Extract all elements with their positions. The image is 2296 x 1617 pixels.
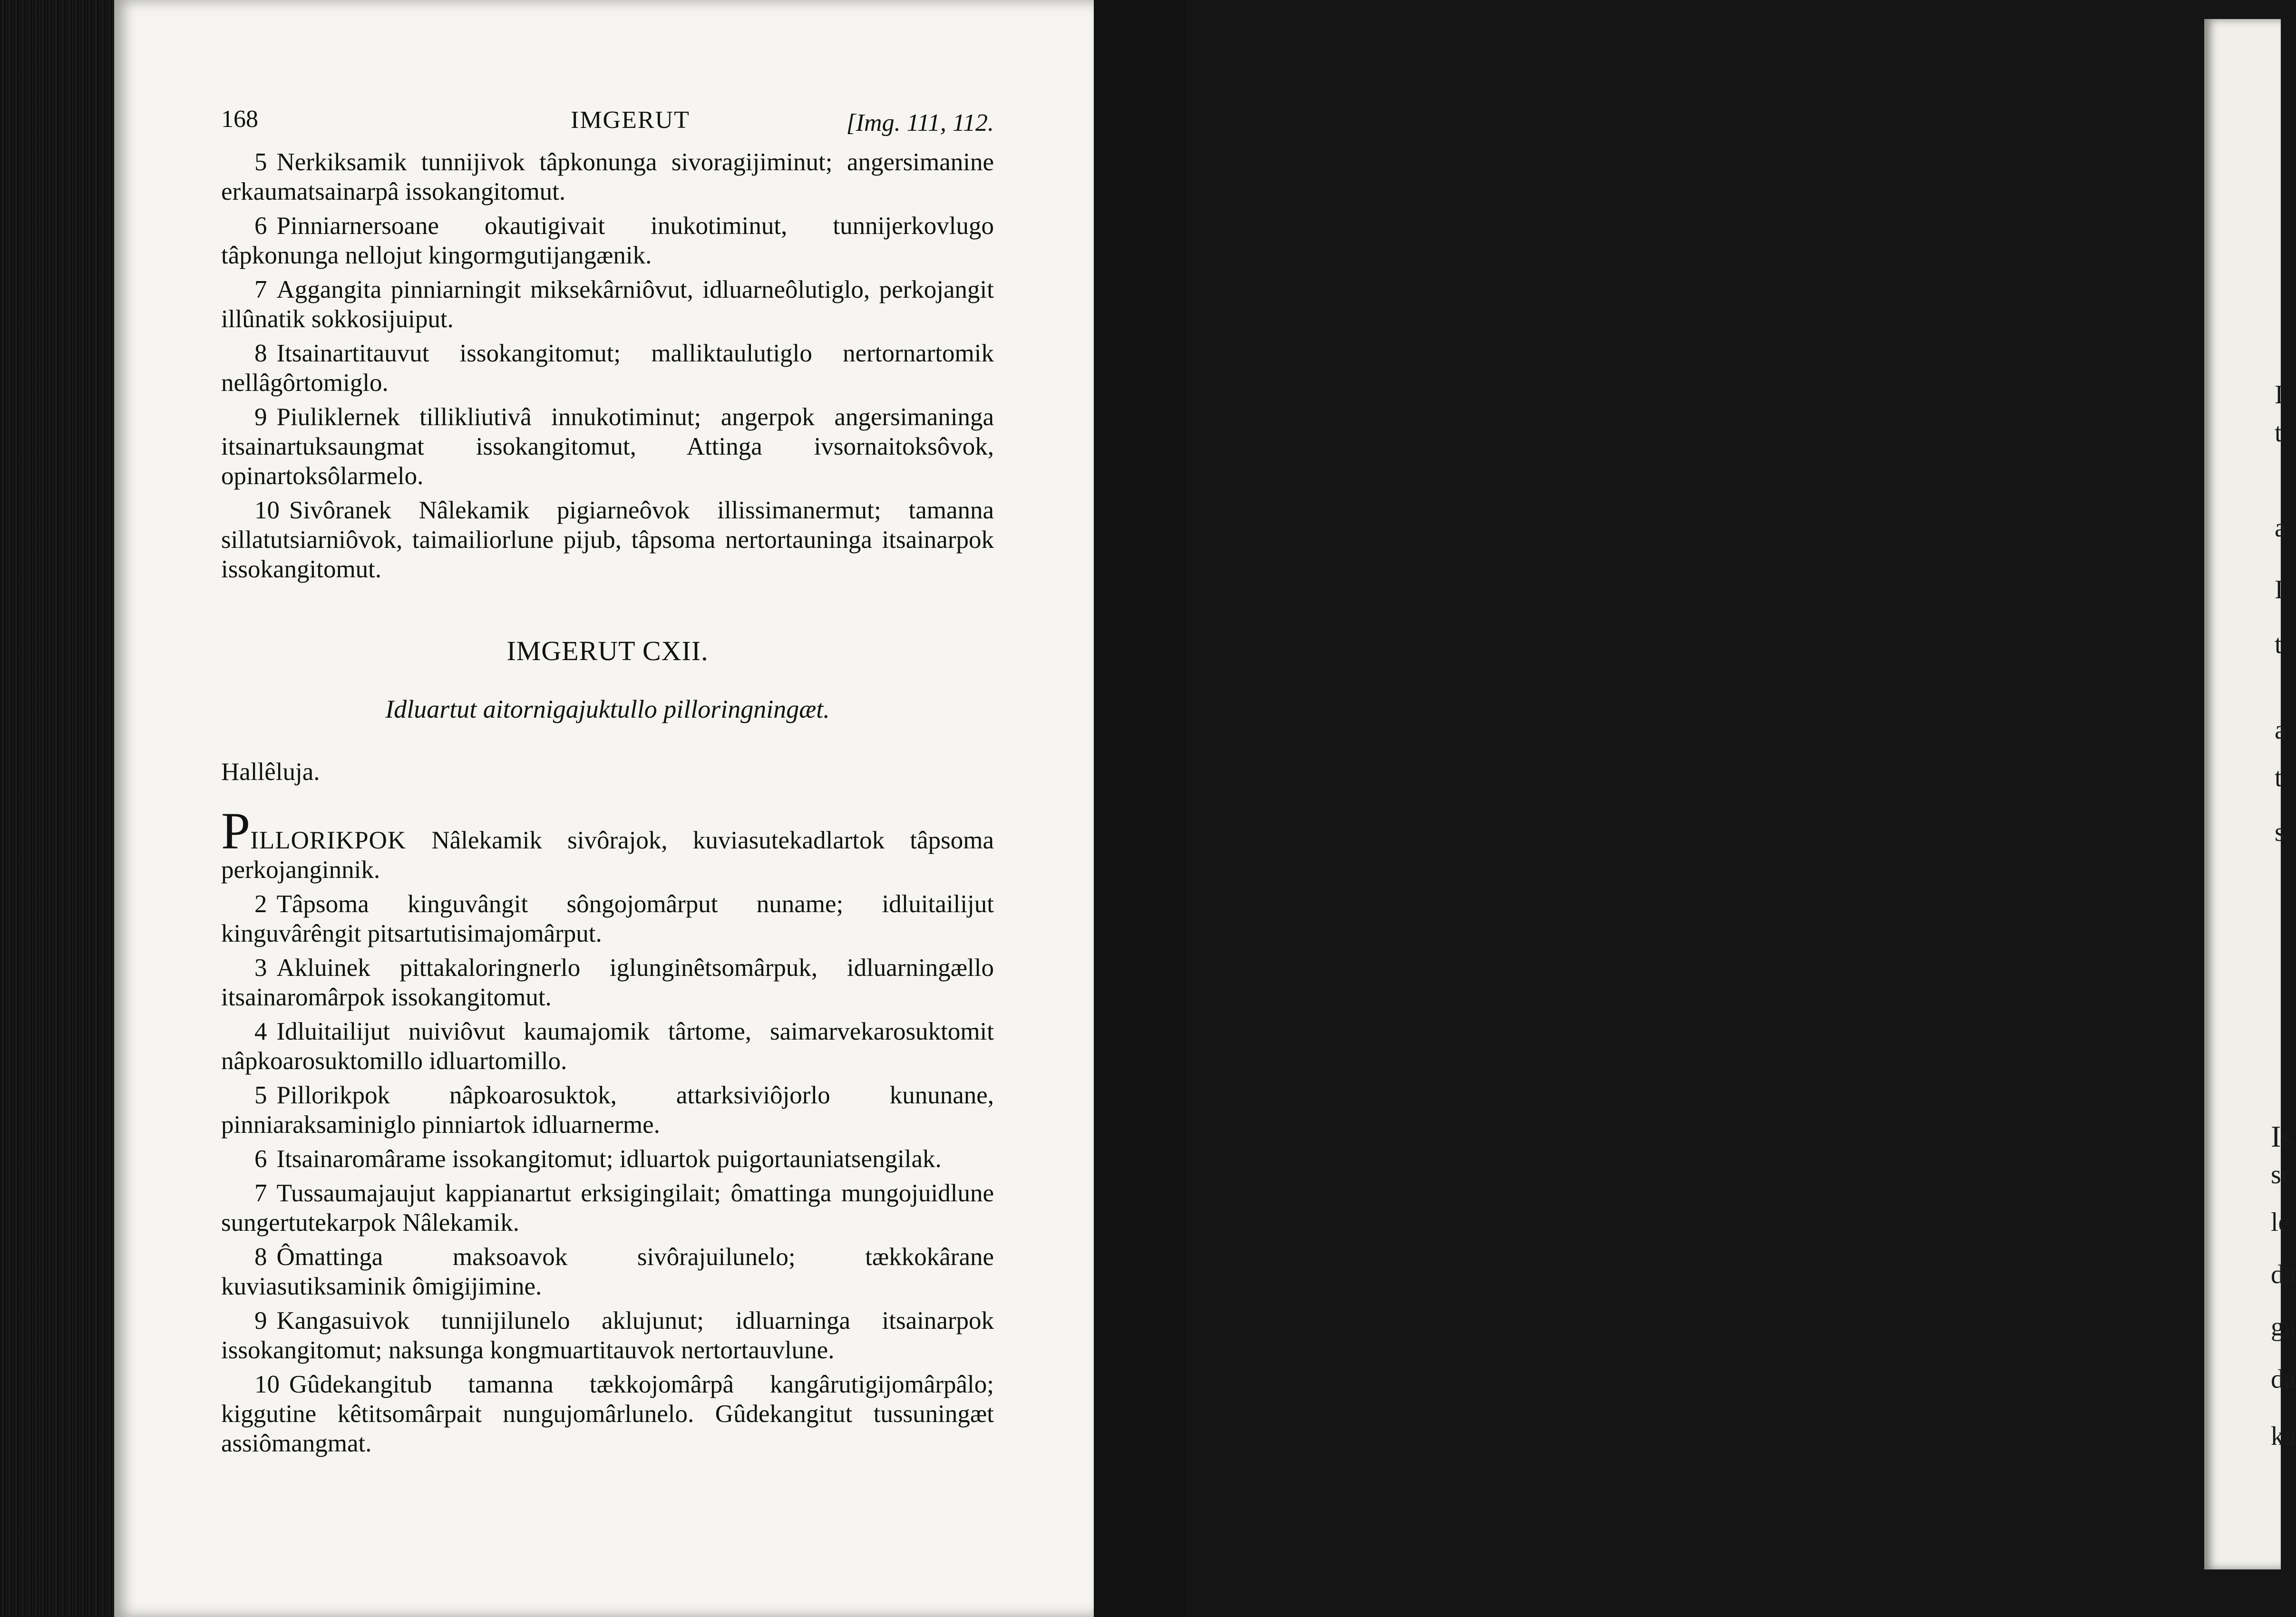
verse-text: Itsainartitauvut issokangitomut; malliktaulutiglo nertornartomik nellâgôrtomiglo. — [221, 340, 994, 397]
book-binding — [0, 0, 114, 1617]
verse-number: 9 — [254, 403, 267, 431]
verse — [221, 1306, 994, 1365]
verse — [221, 1144, 994, 1174]
verse-number: 9 — [254, 1307, 267, 1335]
verse-text: Nerkiksamik tunnijivok tâpkonunga sivoragijiminut; angersimanine erkaumatsainarpâ issokangitomut. — [221, 148, 994, 205]
verse-text: Akluinek pittakaloringnerlo iglunginêtsomârpuk, idluarningællo itsainaromârpok issokangitomut. — [221, 954, 994, 1011]
psalm-reference: [Img. 111, 112. — [846, 109, 994, 136]
facing-fragment: a — [2275, 513, 2286, 543]
verse — [221, 147, 994, 206]
verse — [221, 1179, 994, 1237]
verse — [221, 1017, 994, 1076]
verse-number: 7 — [254, 1179, 267, 1207]
verse-text: Ômattinga maksoavok sivôrajuilunelo; tækkokârane kuviasutiksaminik ômigijimine. — [221, 1243, 994, 1300]
verse — [221, 1242, 994, 1301]
verse — [221, 953, 994, 1012]
verse — [221, 496, 994, 584]
running-head — [221, 95, 994, 147]
verse-text: Itsainaromârame issokangitomut; idluartok puigortauniatsengilak. — [276, 1145, 942, 1173]
psalm-opener: Hallêluja. — [221, 758, 320, 786]
verse-text: Idluitailijut nuiviôvut kaumajomik târtome, saimarvekarosuktomit nâpkoarosuktomillo idluartomillo. — [221, 1018, 994, 1075]
verse-number: 8 — [254, 340, 267, 367]
facing-fragment: da — [2271, 1364, 2296, 1394]
verse — [221, 1370, 994, 1458]
verse-text: Pillorikpok nâpkoarosuktok, attarksiviôjorlo kununane, pinniaraksaminiglo pinniartok idluarnerme. — [221, 1081, 994, 1139]
first-word-caps: ILLORIKPOK — [250, 827, 407, 854]
verse-number: 5 — [254, 1081, 267, 1109]
verse-number: 8 — [254, 1243, 267, 1271]
verse-number: 5 — [254, 148, 267, 176]
verse-number: 6 — [254, 1145, 267, 1173]
verse-text: Tussaumajaujut kappianartut erksigingilait; ômattinga mungojuidlune sungertutekarpok Nâlekamik. — [221, 1179, 994, 1237]
verse-text: Tâpsoma kinguvângit sôngojomârput nuname; idluitailijut kinguvârêngit pitsartutisimajomârput. — [221, 890, 994, 947]
facing-fragment: I — [2275, 575, 2284, 604]
verse — [221, 889, 994, 948]
facing-fragment: t — [2275, 763, 2282, 792]
page-number: 168 — [221, 106, 258, 133]
verse — [221, 1081, 994, 1140]
verse — [221, 211, 994, 270]
verse-number: 4 — [254, 1018, 267, 1045]
verse-text: Pinniarnersoane okautigivait inukotiminut, tunnijerkovlugo tâpkonunga nellojut kingormgutijangænik. — [221, 212, 994, 269]
verse-text: Sivôranek Nâlekamik pigiarneôvok illissimanermut; tamanna sillatutsiarniôvok, taimailiorlune pijub, tâpsoma nertortauninga itsainarpok issokangitomut. — [221, 497, 994, 583]
facing-fragment: s — [2275, 818, 2285, 847]
facing-fragment: Is — [2271, 1120, 2293, 1153]
facing-fragment: ga — [2271, 1312, 2296, 1342]
verse-number: 3 — [254, 954, 267, 982]
verse-number: 2 — [254, 890, 267, 918]
facing-fragment: a — [2275, 715, 2286, 745]
facing-fragment: ka — [2271, 1422, 2296, 1451]
running-title: IMGERUT — [571, 107, 690, 134]
verse-number: 10 — [254, 497, 280, 524]
psalm-title: IMGERUT CXII. — [506, 635, 709, 666]
facing-fragment: da — [2271, 1260, 2296, 1289]
verse-number: 6 — [254, 212, 267, 240]
drop-cap: P — [221, 802, 251, 860]
psalm-111-verses — [221, 147, 994, 584]
verse-text: Aggangita pinniarningit miksekârniôvut, idluarneôlutiglo, perkojangit illûnatik sokkosijuiput. — [221, 276, 994, 333]
first-verse — [221, 802, 994, 885]
facing-fragment: I — [2275, 380, 2284, 409]
verse — [221, 402, 994, 491]
verse-text: Kangasuivok tunnijilunelo aklujunut; idluarninga itsainarpok issokangitomut; naksunga kongmuartitauvok nertortauvlune. — [221, 1307, 994, 1364]
verse-number: 10 — [254, 1371, 280, 1398]
verse — [221, 275, 994, 334]
verse-text: Nâlekamik sivôrajok, kuviasutekadlartok tâpsoma perkojanginnik. — [221, 827, 994, 884]
verse — [221, 339, 994, 398]
verse-text: Gûdekangitub tamanna tækkojomârpâ kangârutigijomârpâlo; kiggutine kêtitsomârpait nungujomârlunelo. Gûdekangitut tussuningæt assiômangmat. — [221, 1371, 994, 1457]
page-content — [221, 95, 994, 1463]
facing-fragment: t — [2275, 418, 2282, 448]
facing-page-edge — [1094, 0, 2296, 1617]
verse-text: Piuliklernek tillikliutivâ innukotiminut; angerpok angersimaninga itsainartuksaungmat issokangitomut, Attinga ivsornaitoksôvok, opinartoksôlarmelo. — [221, 403, 994, 490]
facing-fragment: t — [2275, 630, 2282, 659]
facing-fragment: le — [2271, 1208, 2290, 1237]
psalm-subtitle: Idluartut aitornigajuktullo pilloringningæt. — [385, 695, 830, 723]
psalm-112-verses — [221, 889, 994, 1458]
verse-number: 7 — [254, 276, 267, 303]
facing-page-sliver — [2204, 19, 2296, 1569]
facing-fragment: sc — [2271, 1160, 2293, 1189]
